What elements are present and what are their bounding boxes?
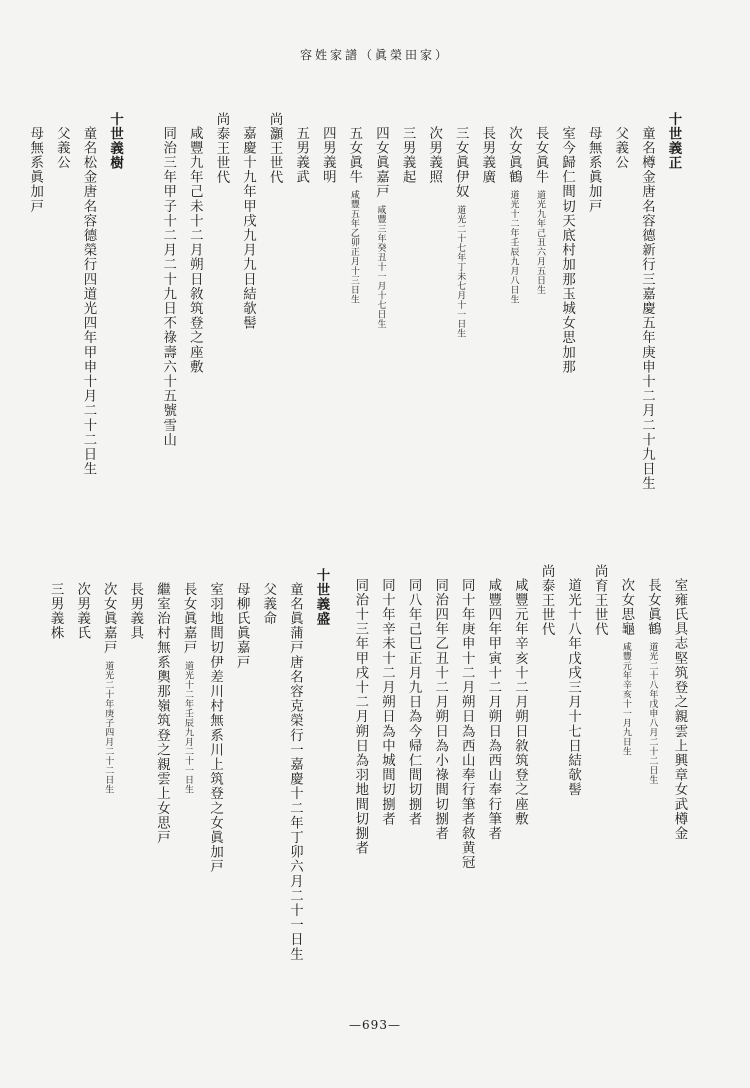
birth-date-note: 道光十二年壬辰九月二十一日生 — [183, 661, 194, 794]
genealogy-column — [507, 126, 520, 304]
genealogy-column — [182, 582, 195, 794]
column-text: 童名松金唐名容德榮行四道光四年甲申十月二十二日生 — [80, 126, 96, 477]
column-text: 四男義明 — [320, 126, 336, 185]
column-text: 長男義具 — [127, 582, 143, 641]
genealogy-column — [614, 126, 627, 170]
birth-date-note: 道光十二年壬辰九月八日生 — [508, 190, 519, 305]
column-text: 父義命 — [260, 582, 276, 626]
column-text: 長男義廣 — [479, 126, 495, 185]
genealogy-column — [620, 578, 633, 756]
column-text: 次男義氏 — [74, 582, 90, 641]
birth-date-note: 咸豐三年癸丑十一月十七日生 — [375, 205, 386, 329]
genealogy-column — [567, 578, 580, 797]
column-text: 三男義株 — [48, 582, 64, 641]
page-number: —693— — [349, 1018, 401, 1032]
genealogy-column — [646, 578, 659, 785]
genealogy-column — [82, 126, 95, 476]
column-text: 母無系眞加戸 — [586, 126, 602, 214]
column-text: 室羽地間切伊差川村無系川上筑登之女眞加戸 — [207, 582, 223, 874]
column-text: 尚灝王世代 — [267, 112, 283, 185]
genealogy-column — [587, 126, 600, 214]
column-text: 父義公 — [612, 126, 628, 170]
genealogy-column — [102, 582, 115, 794]
genealogy-column — [55, 126, 68, 170]
genealogy-column — [534, 126, 547, 295]
genealogy-column — [235, 582, 248, 670]
genealogy-column — [268, 112, 281, 185]
column-text: 五男義武 — [293, 126, 309, 185]
column-text: 尚育王世代 — [592, 564, 608, 637]
genealogy-column — [321, 126, 334, 184]
generation-heading — [315, 568, 328, 626]
genealogy-column — [460, 578, 473, 870]
genealogy-column — [49, 582, 62, 640]
birth-date-note: 道光九年己丑六月五日生 — [535, 190, 546, 295]
genealogy-column — [380, 578, 393, 826]
genealogy-column — [673, 578, 686, 841]
column-text: 同十年庚申十二月朔日為西山奉行筆者敘黄冠 — [459, 578, 475, 870]
page-header: 容姓家譜（眞榮田家） — [299, 48, 450, 62]
column-text: 四女眞嘉戸 — [373, 126, 389, 199]
genealogy-column — [593, 564, 606, 637]
column-text: 長女眞鶴 — [645, 578, 661, 637]
genealogy-column — [188, 126, 201, 374]
genealogy-column — [288, 582, 301, 962]
genealogy-column — [29, 126, 42, 214]
column-text: 十世義盛 — [314, 568, 330, 627]
genealogy-column — [407, 578, 420, 826]
genealogy-column — [76, 582, 89, 640]
genealogy-column — [348, 126, 361, 304]
column-text: 五女眞牛 — [346, 126, 362, 185]
column-text: 十世義樹 — [107, 112, 124, 171]
genealogy-block-top-right — [15, 112, 680, 491]
genealogy-column — [242, 126, 255, 330]
birth-date-note: 道光二十年庚子四月二十二日生 — [103, 661, 114, 794]
column-text: 嘉慶十九年甲戌九月九日結欹髻 — [240, 126, 256, 331]
genealogy-column — [481, 126, 494, 184]
generation-heading — [667, 112, 680, 170]
column-text: 同治三年甲子十二月二十九日不祿壽六十五號雪山 — [160, 126, 176, 448]
column-text: 咸豐九年己未十二月朔日敘筑登之座敷 — [187, 126, 203, 375]
column-text: 三女眞伊奴 — [453, 126, 469, 199]
genealogy-column — [155, 582, 168, 845]
genealogy-column — [513, 578, 526, 826]
genealogy-block-bottom-right — [340, 564, 687, 870]
genealogy-column — [374, 126, 387, 329]
genealogy-column — [561, 126, 574, 374]
column-text: 童名眞蒲戸唐名容克榮行一嘉慶十二年丁卯六月二十一日生 — [287, 582, 303, 962]
genealogy-column — [295, 126, 308, 184]
birth-date-note: 咸豐元年辛亥十一月九日生 — [620, 642, 631, 757]
genealogy-column — [262, 582, 275, 626]
genealogy-column — [354, 578, 367, 855]
genealogy-column — [428, 126, 441, 184]
column-text: 三男義起 — [400, 126, 416, 185]
column-text: 母無系眞加戸 — [27, 126, 43, 214]
column-text: 咸豐元年辛亥十二月朔日敘筑登之座敷 — [512, 578, 528, 827]
column-text: 尚泰王世代 — [213, 112, 229, 185]
birth-date-note: 道光二十八年戊申八月二十二日生 — [647, 642, 658, 785]
column-text: 長女眞嘉戸 — [181, 582, 197, 655]
birth-date-note: 咸豐五年乙卯正月十三日生 — [348, 190, 359, 305]
column-text: 十世義正 — [666, 112, 682, 171]
generation-heading — [109, 112, 122, 170]
genealogy-column — [640, 126, 653, 491]
genealogy-column — [162, 126, 175, 447]
genealogy-column — [434, 578, 447, 841]
column-text: 同十年辛未十二月朔日為中城間切捌者 — [379, 578, 395, 827]
column-text: 同八年己巳正月九日為今帰仁間切捌者 — [406, 578, 422, 827]
column-text: 同治十三年甲戌十二月朔日為羽地間切捌者 — [352, 578, 368, 856]
column-text: 同治四年乙丑十二月朔日為小祿間切捌者 — [432, 578, 448, 841]
column-text: 尚泰王世代 — [539, 564, 555, 637]
column-text: 室今歸仁間切天底村加那玉城女思加那 — [559, 126, 575, 375]
column-text: 童名樽金唐名容德新行三嘉慶五年庚申十二月二十九日生 — [639, 126, 655, 491]
genealogy-column — [540, 564, 553, 637]
column-text: 咸豐四年甲寅十二月朔日為西山奉行筆者 — [485, 578, 501, 841]
column-text: 道光十八年戊戌三月十七日結欹髻 — [565, 578, 581, 797]
genealogy-column — [487, 578, 500, 841]
column-text: 母柳氏眞嘉戸 — [234, 582, 250, 670]
genealogy-column — [209, 582, 222, 874]
column-text: 室雍氏具志堅筑登之親雲上興章女武樽金 — [672, 578, 687, 841]
column-text: 繼室治村無系輿那嶺筑登之親雲上女思戸 — [154, 582, 170, 845]
column-text: 次女眞嘉戸 — [101, 582, 117, 655]
genealogy-block-bottom-left — [35, 568, 328, 962]
column-text: 長女眞牛 — [533, 126, 549, 185]
genealogy-column — [129, 582, 142, 640]
column-text: 次女思龜 — [618, 578, 634, 637]
genealogy-column — [401, 126, 414, 184]
column-text: 次男義照 — [426, 126, 442, 185]
column-text: 父義公 — [54, 126, 70, 170]
birth-date-note: 道光二十七年丁未七月十一日生 — [455, 205, 466, 338]
genealogy-column — [454, 126, 467, 338]
column-text: 次女眞鶴 — [506, 126, 522, 185]
genealogy-column — [215, 112, 228, 185]
